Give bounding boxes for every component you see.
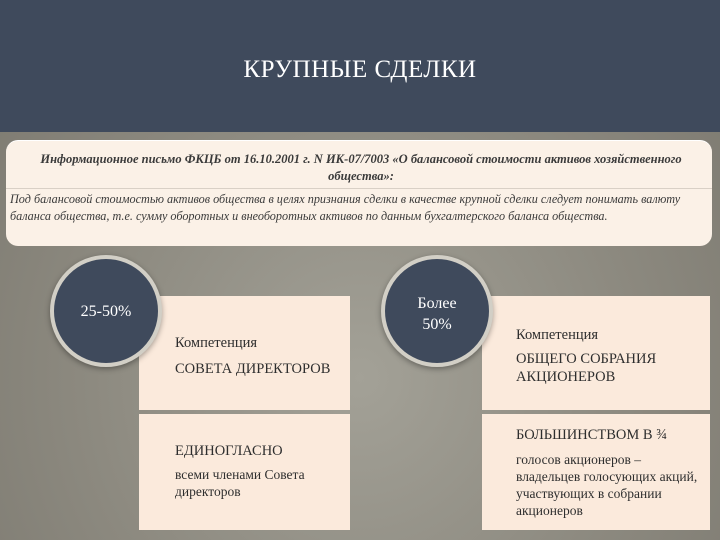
meeting-competence-card bbox=[482, 296, 710, 410]
slide-title: КРУПНЫЕ СДЕЛКИ bbox=[243, 56, 477, 83]
slide-header bbox=[0, 0, 720, 132]
meeting-competence-value: ОБЩЕГО СОБРАНИЯ АКЦИОНЕРОВ bbox=[516, 351, 657, 385]
meeting-decision-card bbox=[482, 414, 710, 530]
meeting-competence-label: Компетенция bbox=[516, 327, 599, 343]
board-competence-card bbox=[139, 296, 350, 410]
meeting-decision-title: БОЛЬШИНСТВОМ В ¾ bbox=[516, 427, 668, 443]
threshold-circle-25-50 bbox=[50, 255, 162, 367]
info-divider bbox=[6, 188, 712, 189]
info-box bbox=[6, 140, 712, 246]
board-decision-text: всеми членами Совета директоров bbox=[175, 467, 305, 499]
board-competence-label: Компетенция bbox=[175, 335, 258, 351]
board-competence-value: СОВЕТА ДИРЕКТОРОВ bbox=[175, 361, 331, 377]
info-heading: Информационное письмо ФКЦБ от 16.10.2001 г. N ИК-07/7003 «О балансовой стоимости активов хозяйственного общества»: bbox=[40, 152, 682, 183]
meeting-decision-text: голосов акционеров – владельцев голосующих акций, участвующих в собрании акционеров bbox=[516, 452, 698, 518]
board-decision-card bbox=[139, 414, 350, 530]
threshold-label-left: 25-50% bbox=[80, 303, 132, 320]
board-decision-title: ЕДИНОГЛАСНО bbox=[175, 443, 283, 459]
threshold-label-right: Более 50% bbox=[417, 295, 457, 333]
info-body: Под балансовой стоимостью активов общества в целях признания сделки в качестве крупной сделки следует понимать валюту баланса общества, т.е. сумму оборотных и внеоборотных активов по данным бухгалтерского баланса общества. bbox=[10, 192, 681, 223]
threshold-circle-over-50 bbox=[381, 255, 493, 367]
